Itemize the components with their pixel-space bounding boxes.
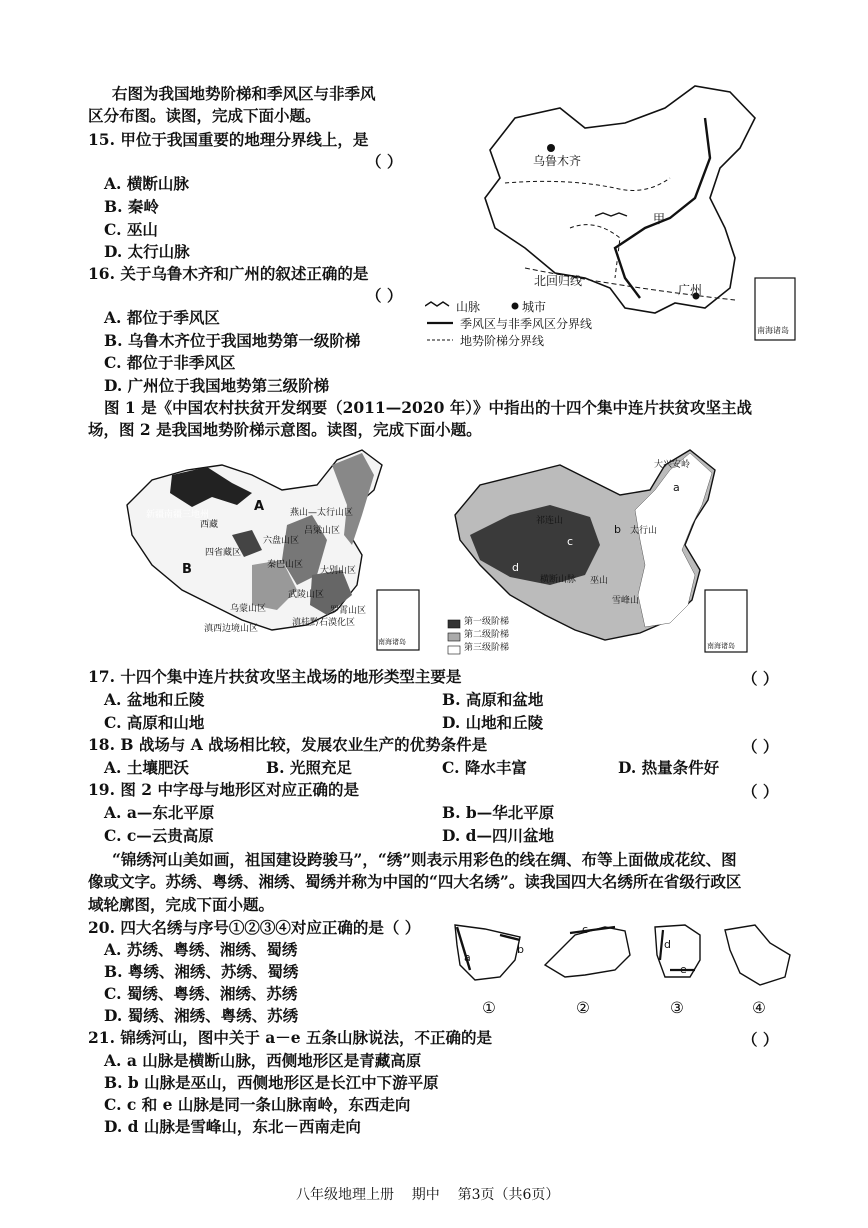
q15-option-c[interactable]: C. 巫山 <box>104 220 158 239</box>
map1-legend-step-line: 地势阶梯分界线 <box>460 334 545 348</box>
fig1-label-xizang: 西藏 <box>200 520 219 530</box>
fig1-label-wumeng: 乌蒙山区 <box>230 604 267 614</box>
q19-option-d[interactable]: D. d—四川盆地 <box>442 826 555 845</box>
fig2-legend-step1: 第一级阶梯 <box>464 617 510 627</box>
map1-legend-city: 城市 <box>522 300 547 314</box>
fig2-legend-step3: 第三级阶梯 <box>464 643 510 653</box>
shape-letter-b: b <box>517 943 524 956</box>
fig1-label-lvliang: 吕梁山区 <box>304 526 341 536</box>
q16-stem: 16. 关于乌鲁木齐和广州的叙述正确的是 <box>88 264 369 283</box>
q15-option-b[interactable]: B. 秦岭 <box>104 197 159 216</box>
fig2-label-daxinganling: 大兴安岭 <box>654 460 691 470</box>
q17-option-c[interactable]: C. 高原和山地 <box>104 713 205 732</box>
shape-letter-a: a <box>464 951 471 964</box>
fig1-label-liupan: 六盘山区 <box>263 536 300 546</box>
q20-option-d[interactable]: D. 蜀绣、湘绣、粤绣、苏绣 <box>104 1006 299 1025</box>
map1-tropic-label: 北回归线 <box>534 274 583 288</box>
shape-letter-d: d <box>664 938 671 951</box>
page-footer: 八年级地理上册 期中 第3页（共6页） <box>296 1187 560 1203</box>
q15-stem: 15. 甲位于我国重要的地理分界线上，是 <box>88 130 369 149</box>
q17-option-d[interactable]: D. 山地和丘陵 <box>442 713 544 732</box>
fig1-label-B: B <box>182 562 192 577</box>
q19-option-b[interactable]: B. b—华北平原 <box>442 803 555 822</box>
q21-stem: 21. 锦绣河山，图中关于 a－e 五条山脉说法，不正确的是 <box>88 1028 493 1047</box>
q19-stem: 19. 图 2 中字母与地形区对应正确的是 <box>88 780 359 799</box>
q17-answer-paren[interactable]: （ ） <box>742 669 779 688</box>
q16-option-d[interactable]: D. 广州位于我国地势第三级阶梯 <box>104 376 330 395</box>
fig2-label-b: b <box>614 523 621 536</box>
fig2-label-taihang: 太行山 <box>630 526 658 536</box>
shape-letter-e: e <box>680 963 687 976</box>
q18-answer-paren[interactable]: （ ） <box>742 737 779 756</box>
q21-option-c[interactable]: C. c 和 e 山脉是同一条山脉南岭，东西走向 <box>104 1095 411 1114</box>
figure1-poverty-map <box>112 445 437 655</box>
q21-answer-paren[interactable]: （ ） <box>742 1030 779 1049</box>
q18-option-b[interactable]: B. 光照充足 <box>266 758 352 777</box>
q15-option-a[interactable]: A. 横断山脉 <box>104 174 189 193</box>
q21-option-a[interactable]: A. a 山脉是横断山脉，西侧地形区是青藏高原 <box>104 1051 422 1070</box>
shape-num-2: ② <box>576 999 590 1017</box>
fig2-label-d: d <box>512 561 519 574</box>
fig2-inset-label: 南海诸岛 <box>707 642 735 650</box>
province-shapes <box>445 915 805 995</box>
q21-option-d[interactable]: D. d 山脉是雪峰山，东北－西南走向 <box>104 1117 361 1136</box>
q17-option-a[interactable]: A. 盆地和丘陵 <box>104 690 205 709</box>
intro3-line3: 域轮廓图，完成下面小题。 <box>88 895 275 914</box>
map1-urumqi-label: 乌鲁木齐 <box>533 154 582 168</box>
q20-option-b[interactable]: B. 粤绣、湘绣、苏绣、蜀绣 <box>104 962 299 981</box>
fig1-label-A: A <box>254 499 265 514</box>
q17-stem: 17. 十四个集中连片扶贫攻坚主战场的地形类型主要是 <box>88 667 462 686</box>
q21-option-b[interactable]: B. b 山脉是巫山，西侧地形区是长江中下游平原 <box>104 1073 439 1092</box>
map1-legend-monsoon-line: 季风区与非季风区分界线 <box>460 317 593 331</box>
shape-num-3: ③ <box>670 999 684 1017</box>
fig1-label-dabie: 大别山区 <box>320 566 357 576</box>
map1-guangzhou-label: 广州 <box>678 283 703 297</box>
map1-inset-label: 南海诸岛 <box>757 326 789 335</box>
q18-option-c[interactable]: C. 降水丰富 <box>442 758 527 777</box>
q16-option-a[interactable]: A. 都位于季风区 <box>104 308 220 327</box>
fig1-label-yanshan: 燕山—太行山区 <box>290 508 354 518</box>
q18-option-a[interactable]: A. 土壤肥沃 <box>104 758 189 777</box>
intro1-line1: 右图为我国地势阶梯和季风区与非季风 <box>112 84 376 103</box>
map-terrain-monsoon <box>425 78 800 348</box>
fig1-label-shimohua: 滇桂黔石漠化区 <box>292 618 356 628</box>
q19-option-c[interactable]: C. c—云贵高原 <box>104 826 214 845</box>
fig2-label-c: c <box>567 535 574 548</box>
map1-legend-mountain: 山脉 <box>456 300 481 314</box>
fig1-label-wuling: 武陵山区 <box>288 590 325 600</box>
q15-option-d[interactable]: D. 太行山脉 <box>104 242 190 261</box>
q17-option-b[interactable]: B. 高原和盆地 <box>442 690 544 709</box>
shape-letter-c: c <box>582 923 589 936</box>
fig1-inset-label: 南海诸岛 <box>378 638 406 646</box>
q18-option-d[interactable]: D. 热量条件好 <box>618 758 720 777</box>
fig2-label-a: a <box>673 481 680 494</box>
q20-stem: 20. 四大名绣与序号①②③④对应正确的是（ ） <box>88 918 421 937</box>
shape-num-4: ④ <box>752 999 766 1017</box>
fig2-label-wushan: 巫山 <box>590 576 609 586</box>
map1-jia-label: 甲 <box>653 212 666 226</box>
intro3-line1: “锦绣河山美如画，祖国建设跨骏马”，“绣”则表示用彩色的线在绸、布等上面做成花纹、图 <box>112 850 737 869</box>
intro2-line1: 图 1 是《中国农村扶贫开发纲要（2011—2020 年）》中指出的十四个集中连片扶贫攻坚主战 <box>104 398 753 417</box>
fig1-label-qinba: 秦巴山区 <box>267 560 304 570</box>
fig1-label-luoxiao: 罗霄山区 <box>330 606 367 616</box>
q20-option-c[interactable]: C. 蜀绣、粤绣、湘绣、苏绣 <box>104 984 298 1003</box>
q20-option-a[interactable]: A. 苏绣、粤绣、湘绣、蜀绣 <box>104 940 298 959</box>
fig2-label-xuefeng: 雪峰山 <box>612 596 640 606</box>
q16-option-c[interactable]: C. 都位于非季风区 <box>104 353 236 372</box>
shape-num-1: ① <box>482 999 496 1017</box>
intro1-line2: 区分布图。读图，完成下面小题。 <box>88 106 321 125</box>
fig1-label-dianxi: 滇西边境山区 <box>204 624 259 634</box>
intro3-line2: 像或文字。苏绣、粤绣、湘绣、蜀绣并称为中国的“四大名绣”。读我国四大名绣所在省级行政区 <box>88 872 742 891</box>
fig2-legend-step2: 第二级阶梯 <box>464 630 510 640</box>
fig1-label-xinjiang: 新疆南疆三地州 <box>146 510 210 520</box>
q15-answer-paren[interactable]: （ ） <box>366 152 403 171</box>
fig1-label-sisheng: 四省藏区 <box>205 548 242 558</box>
q18-stem: 18. B 战场与 A 战场相比较，发展农业生产的优势条件是 <box>88 735 488 754</box>
q19-option-a[interactable]: A. a—东北平原 <box>104 803 215 822</box>
q16-option-b[interactable]: B. 乌鲁木齐位于我国地势第一级阶梯 <box>104 331 361 350</box>
fig2-label-hengduan: 横断山脉 <box>540 575 577 585</box>
q16-answer-paren[interactable]: （ ） <box>366 286 403 305</box>
q19-answer-paren[interactable]: （ ） <box>742 782 779 801</box>
intro2-line2: 场，图 2 是我国地势阶梯示意图。读图，完成下面小题。 <box>88 420 482 439</box>
fig2-label-qilian: 祁连山 <box>536 516 564 526</box>
